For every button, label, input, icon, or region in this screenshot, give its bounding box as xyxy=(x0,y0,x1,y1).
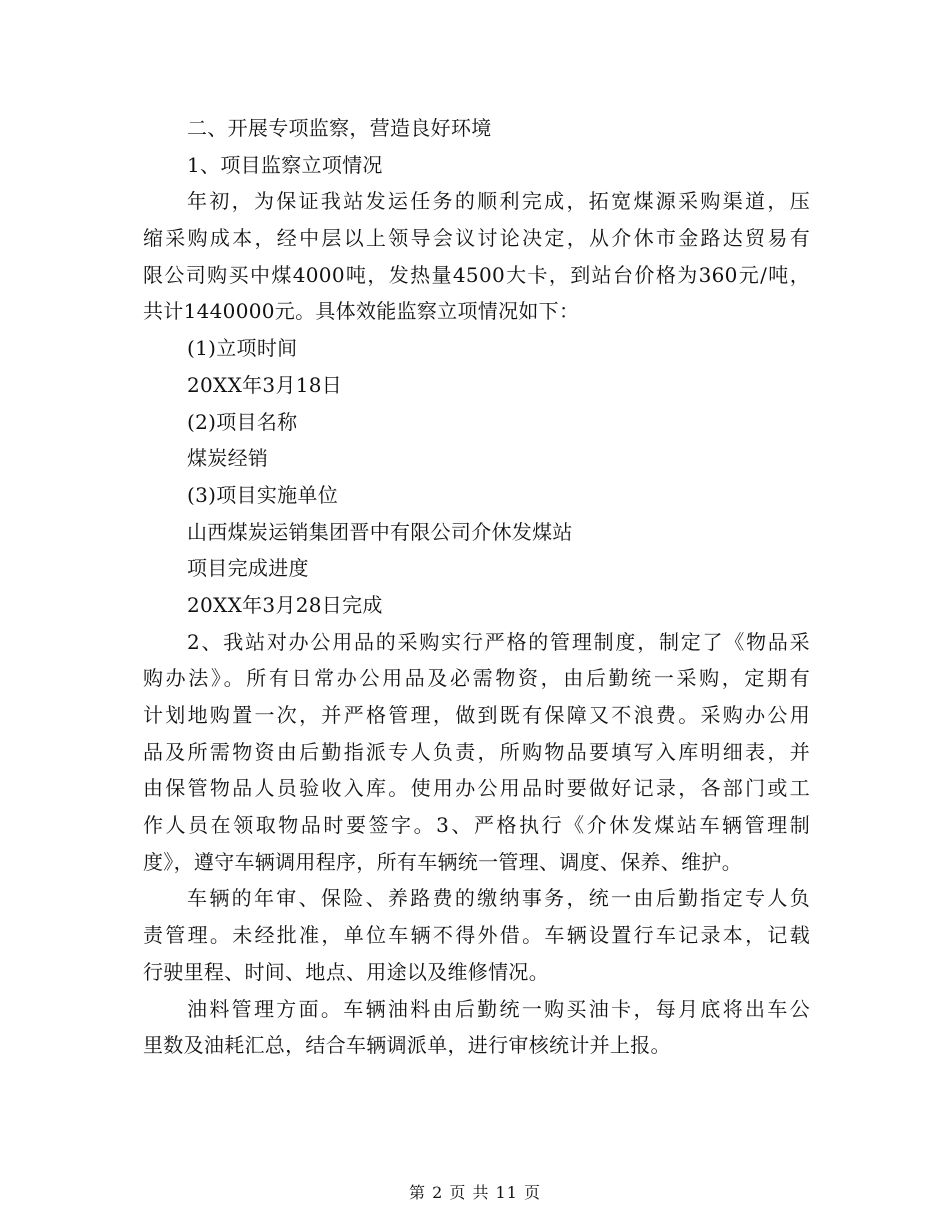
document-body xyxy=(143,110,810,1064)
list-item-value: 20XX年3月18日 xyxy=(187,372,343,397)
paragraph-line: 车辆的年审、保险、养路费的缴纳事务，统一由后勤指定专人负 xyxy=(187,886,810,911)
paragraph-line: 2、我站对办公用品的采购实行严格的管理制度，制定了《物品采 xyxy=(187,629,810,654)
paragraph-line: 缩采购成本，经中层以上领导会议讨论决定，从介休市金路达贸易有 xyxy=(143,226,810,251)
list-item-value: 山西煤炭运销集团晋中有限公司介休发煤站 xyxy=(187,519,573,544)
list-item-label: (2)项目名称 xyxy=(187,409,298,434)
paragraph-line: 行驶里程、时间、地点、用途以及维修情况。 xyxy=(143,959,549,984)
list-item-label: 项目完成进度 xyxy=(187,556,309,581)
page-number-footer: 第 2 页 共 11 页 xyxy=(409,1183,541,1202)
list-item-label: (3)项目实施单位 xyxy=(187,482,339,507)
paragraph-line: 油料管理方面。车辆油料由后勤统一购买油卡，每月底将出车公 xyxy=(187,996,810,1021)
paragraph-line: 共计1440000元。具体效能监察立项情况如下： xyxy=(143,299,580,324)
paragraph-line: 作人员在领取物品时要签字。3、严格执行《介休发煤站车辆管理制 xyxy=(143,813,810,838)
paragraph-line: 由保管物品人员验收入库。使用办公用品时要做好记录，各部门或工 xyxy=(143,776,810,801)
list-item-value: 煤炭经销 xyxy=(187,446,269,471)
paragraph-line: 度》，遵守车辆调用程序，所有车辆统一管理、调度、保养、维护。 xyxy=(143,849,742,874)
paragraph-line: 年初，为保证我站发运任务的顺利完成，拓宽煤源采购渠道，压 xyxy=(187,189,810,214)
paragraph-line: 计划地购置一次，并严格管理，做到既有保障又不浪费。采购办公用 xyxy=(143,703,810,727)
paragraph-line: 品及所需物资由后勤指派专人负责，所购物品要填写入库明细表，并 xyxy=(143,739,810,764)
paragraph-line: 限公司购买中煤4000吨，发热量4500大卡，到站台价格为360元/吨， xyxy=(143,262,810,287)
paragraph-line: 责管理。未经批准，单位车辆不得外借。车辆设置行车记录本，记载 xyxy=(143,923,810,948)
subsection-heading: 1、项目监察立项情况 xyxy=(187,152,383,177)
paragraph-line: 购办法》。所有日常办公用品及必需物资，由后勤统一采购，定期有 xyxy=(143,666,810,691)
list-item-label: (1)立项时间 xyxy=(187,336,298,361)
list-item-value: 20XX年3月28日完成 xyxy=(187,592,383,617)
section-heading: 二、开展专项监察，营造良好环境 xyxy=(187,116,492,140)
paragraph-line: 里数及油耗汇总，结合车辆调派单，进行审核统计并上报。 xyxy=(143,1033,671,1058)
